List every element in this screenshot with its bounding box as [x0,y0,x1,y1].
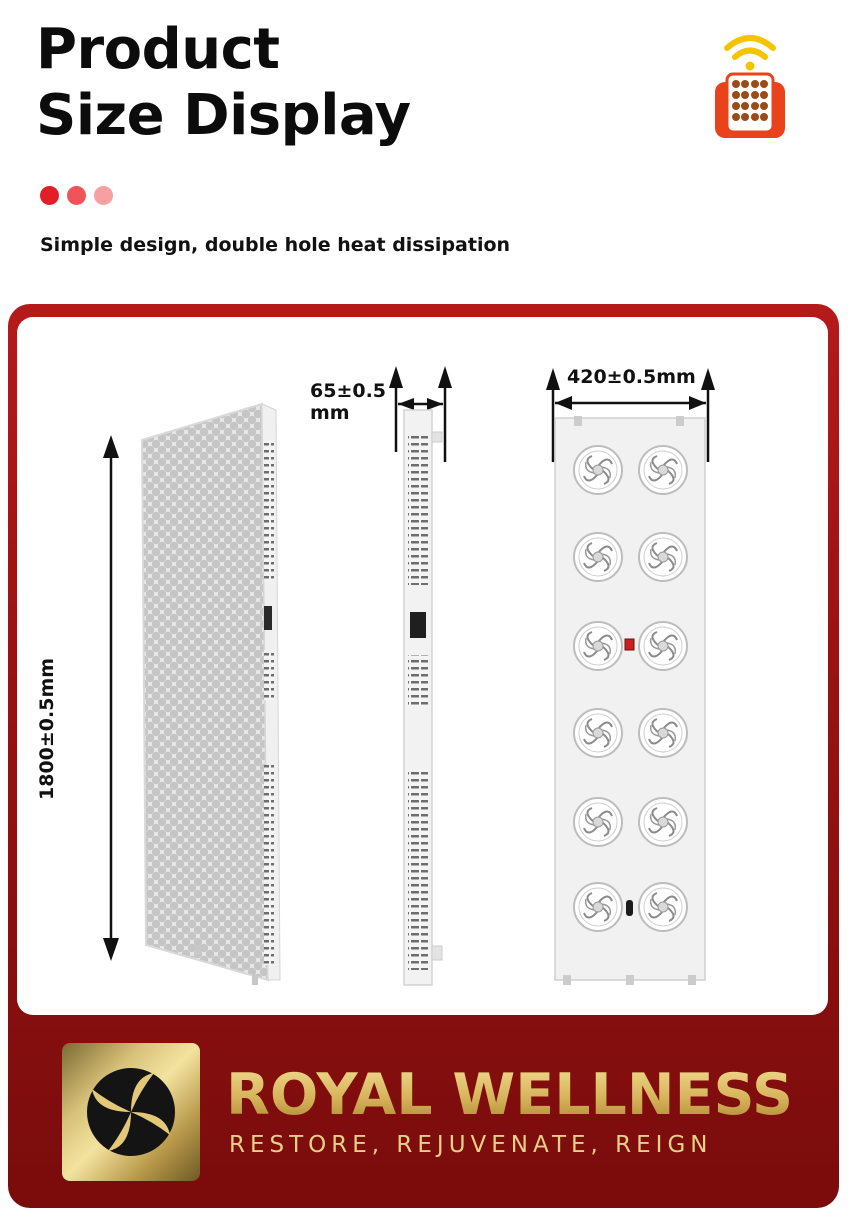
brand-tagline: RESTORE, REJUVENATE, REIGN [229,1132,713,1158]
height-dimension-label: 1800±0.5mm [36,657,58,800]
fan-icon [639,709,687,757]
fan-icon [639,533,687,581]
fan-icon [574,622,622,670]
depth-dimension-label [310,380,386,424]
title-line-2: Size Display [36,83,411,148]
fan-icon [639,883,687,931]
fan-icon [574,709,622,757]
side-panel-image [404,410,442,985]
brand-logo [62,1043,200,1181]
fan-icon [574,883,622,931]
fan-icon [574,533,622,581]
title-line-1: Product [36,17,280,82]
subtitle: Simple design, double hole heat dissipation [40,234,511,256]
depth-unit: mm [310,402,350,424]
fan-icon [574,798,622,846]
fan-icon [639,446,687,494]
fan-icon [639,798,687,846]
back-panel-image [555,416,705,985]
width-dimension-label: 420±0.5mm [567,366,696,388]
brand-name: ROYAL WELLNESS [226,1062,794,1128]
fan-icon [574,446,622,494]
height-arrow [103,435,119,961]
fan-icon [639,622,687,670]
pinwheel-logo-icon [62,1043,200,1181]
depth-value: 65±0.5 [310,380,387,402]
front-panel-image [142,404,280,985]
